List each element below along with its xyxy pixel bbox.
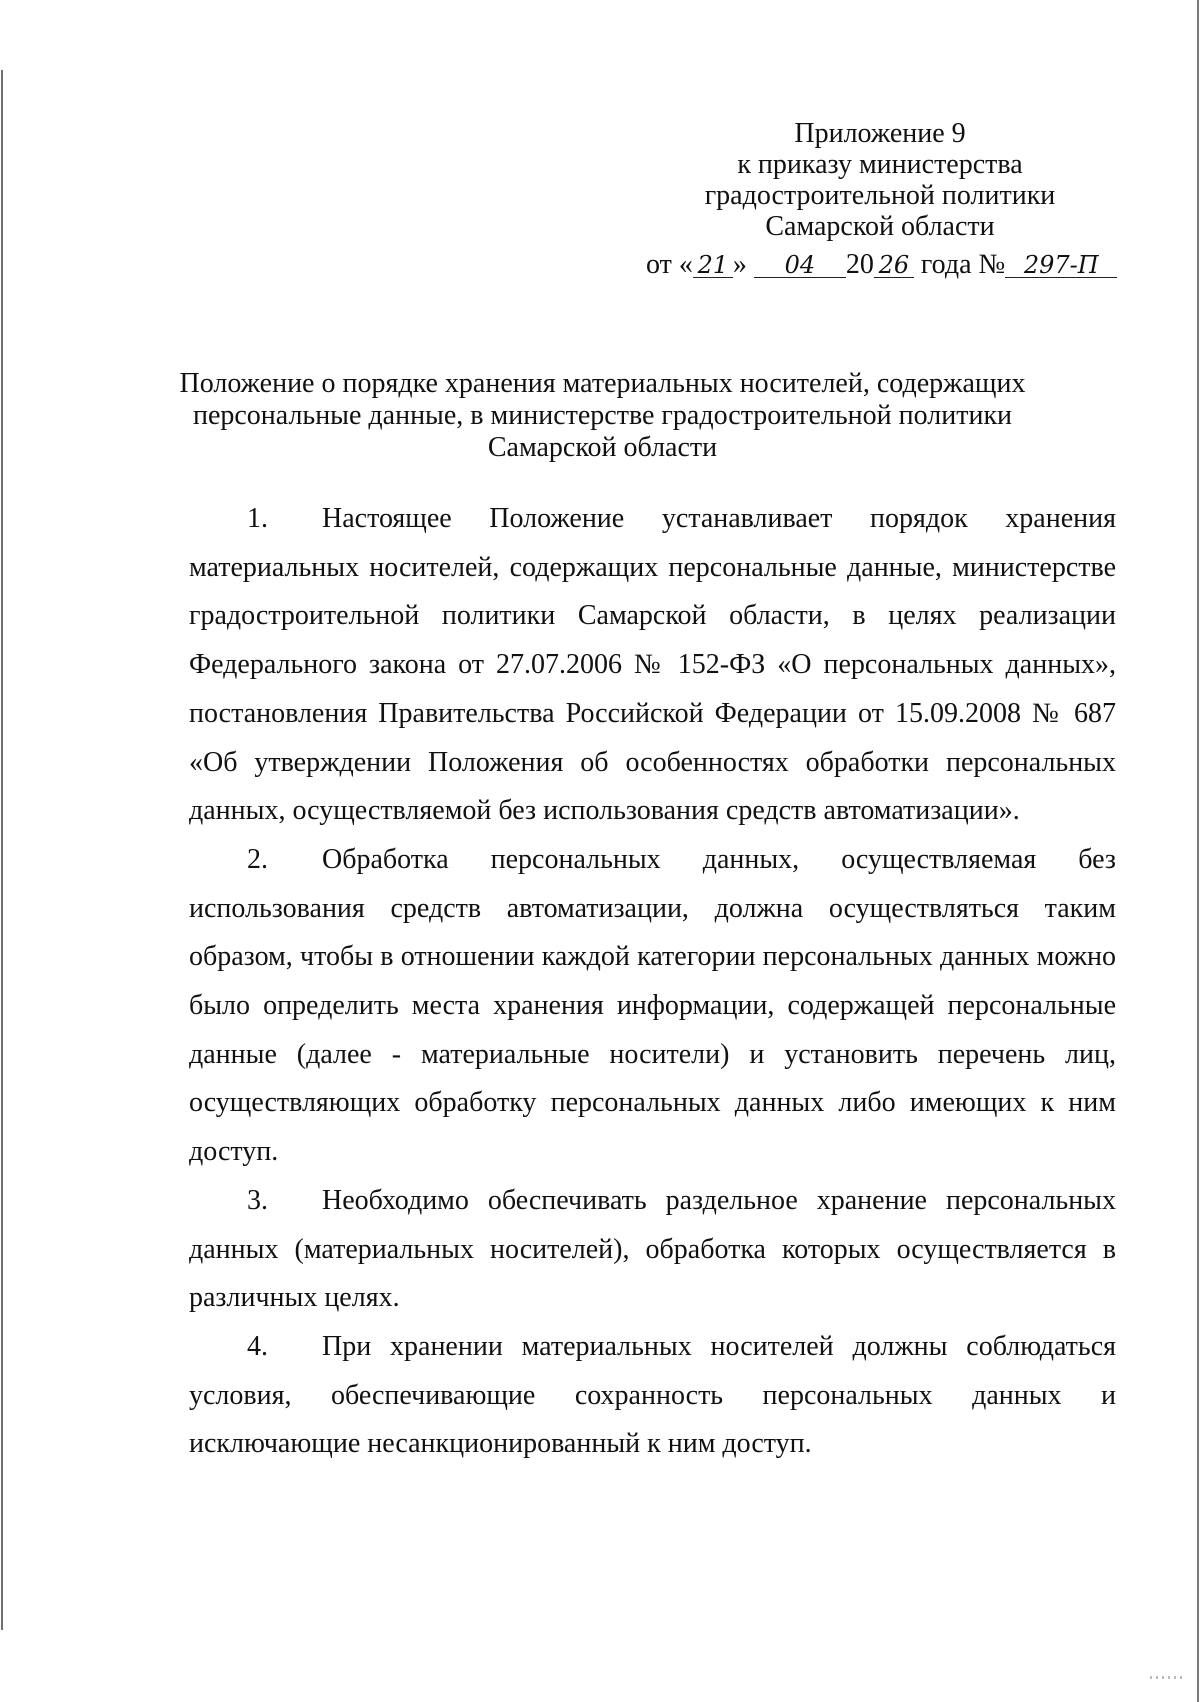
handwritten-day: 21 [693,253,733,278]
paragraph-1 [189,495,1116,836]
scan-edge-right [1197,0,1199,1702]
appendix-order-ref: к приказу министерства [737,149,1023,180]
document-body [189,495,1116,1469]
paragraph-text: Настоящее Положение устанавливает порядок хранения материальных носителей, содержащих персональные данные, министерстве градостроительной политики Самарской области, в целях реализации Федерального закона от 27.07.2006 № 152-ФЗ «О персональных данных», постановления Правительства Российской Федерации от 15.09.2008 № 687 «Об утверждении Положения об особенностях обработки персональных данных, осуществляемой без использования средств автоматизации». [189,503,1116,827]
paragraph-number: 2. [247,843,268,875]
paragraph-text: При хранении материальных носителей должны соблюдаться условия, обеспечивающие сохранность персональных данных и исключающие несанкционированный к ним доступ. [189,1330,1116,1460]
paragraph-number: 3. [247,1184,268,1216]
handwritten-month: 04 [754,253,846,278]
scan-noise [1150,1676,1186,1679]
paragraph-text: Необходимо обеспечивать раздельное хранение персональных данных (материальных носителей), обработка которых осуществляется в различных целях. [189,1184,1116,1314]
handwritten-year: 26 [874,253,914,278]
date-prefix: от « [646,249,693,280]
paragraph-text: Обработка персональных данных, осуществляемая без использования средств автоматизации, должна осуществляться таким образом, чтобы в отношении каждой категории персональных данных можно было определить места хранения информации, содержащей персональные данные (далее - материальные носители) и установить перечень лиц, осуществляющих обработку персональных данных либо имеющих к ним доступ. [189,843,1116,1168]
appendix-header [630,118,1130,242]
document-title [150,368,1055,464]
order-date-line [646,248,1166,282]
handwritten-order-number: 297-П [1005,253,1117,278]
paragraph-number: 4. [247,1330,268,1362]
appendix-ministry: градостроительной политики [704,180,1056,211]
appendix-region: Самарской области [765,211,995,242]
paragraph-4 [189,1323,1116,1469]
paragraph-number: 1. [247,503,268,534]
year-prefix: 20 [845,249,874,280]
paragraph-3 [189,1177,1116,1323]
scan-edge-left [1,70,3,1630]
date-quote-close: » [732,249,747,280]
title-line-2: персональные данные, в министерстве градостроительной политики [192,400,1013,431]
paragraph-2 [189,836,1116,1177]
appendix-number: Приложение 9 [794,118,966,149]
year-word: года № [913,249,1006,280]
title-line-3: Самарской области [487,432,718,463]
title-line-1: Положение о порядке хранения материальных носителей, содержащих [179,368,1026,399]
